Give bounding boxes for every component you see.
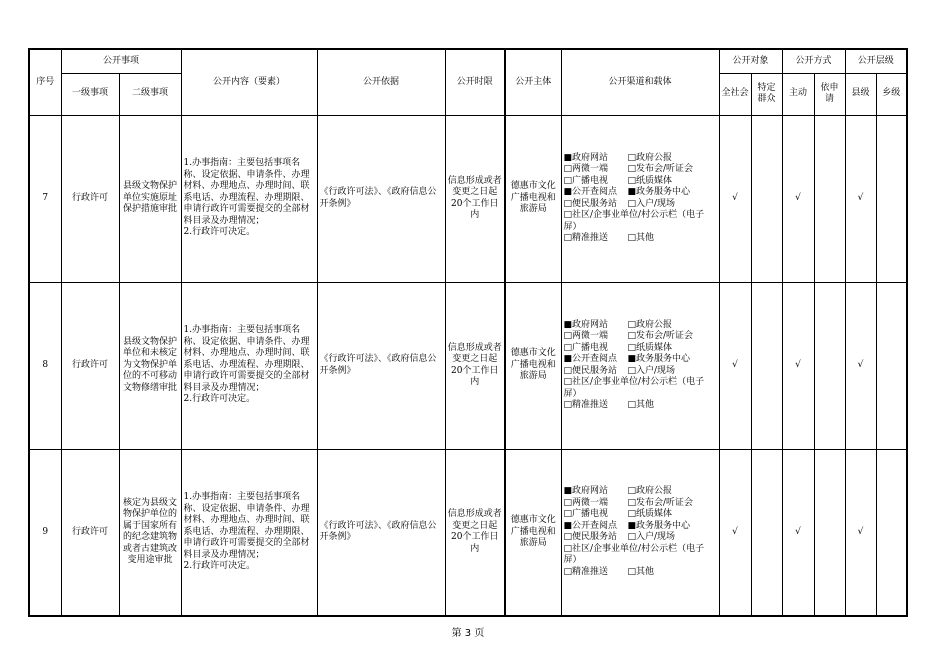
channel-item: □入户/现场 (627, 198, 676, 209)
channel-item: □其他 (627, 233, 655, 243)
row-subject: 德惠市文化广播电视和旅游局 (505, 449, 561, 616)
header-level2: 二级事项 (119, 73, 181, 115)
row-content: 1.办事指南：主要包括事项名称、设定依据、申请条件、办理材料、办理地点、办理时间、联系电话、办理流程、办理期限、申请行政许可需要提交的全部材料目录及办理情况； 2.行政许可决定。 (181, 282, 317, 449)
channel-item: □社区/企事业单位/村公示栏（电子屏） (563, 377, 705, 399)
channel-item: □入户/现场 (627, 532, 676, 543)
channel-list (564, 486, 717, 578)
header-level: 公开层级 (845, 49, 907, 73)
header-subject: 公开主体 (505, 49, 561, 115)
row-time: 信息形成或者变更之日起20个工作日内 (445, 115, 505, 282)
header-mode-active: 主动 (782, 73, 814, 115)
row-level-county: √ (845, 282, 876, 449)
header-items: 公开事项 (61, 49, 181, 73)
row-target-all: √ (719, 282, 751, 449)
channel-item: □政府公报 (627, 486, 673, 497)
header-mode-apply: 依申请 (814, 73, 845, 115)
channel-item: □社区/企事业单位/村公示栏（电子屏） (563, 543, 705, 566)
channel-item: ■公开查阅点 (563, 354, 618, 364)
channel-item: □便民服务站 (563, 365, 618, 376)
row-level-town (876, 115, 907, 282)
row-time: 信息形成或者变更之日起20个工作日内 (445, 449, 505, 616)
header-target-all: 全社会 (719, 73, 751, 115)
channel-item: □广播电视 (563, 175, 609, 186)
channel-item: □发布会/听证会 (627, 164, 694, 174)
row-mode-active: √ (782, 115, 814, 282)
table-row (29, 282, 907, 449)
row-seq: 7 (29, 115, 61, 282)
channel-list (564, 320, 717, 412)
channel-item: □便民服务站 (563, 532, 618, 543)
header-channels: 公开渠道和载体 (561, 49, 719, 115)
row-basis: 《行政许可法》、《政府信息公开条例》 (317, 282, 445, 449)
disclosure-table (28, 48, 908, 617)
row-content: 1.办事指南：主要包括事项名称、设定依据、申请条件、办理材料、办理地点、办理时间、联系电话、办理流程、办理期限、申请行政许可需要提交的全部材料目录及办理情况； 2.行政许可决定。 (181, 449, 317, 616)
table-row (29, 449, 907, 616)
channel-item: □广播电视 (563, 509, 609, 520)
row-channels (561, 282, 719, 449)
row-mode-active: √ (782, 449, 814, 616)
header-level1: 一级事项 (61, 73, 119, 115)
header-seq: 序号 (29, 49, 61, 115)
row-mode-active: √ (782, 282, 814, 449)
row-target-specific (751, 115, 782, 282)
channel-item: □其他 (627, 400, 655, 410)
row-level2: 核定为县级文物保护单位的属于国家所有的纪念建筑物或者古建筑改变用途审批 (119, 449, 181, 616)
channel-item: ■公开查阅点 (563, 520, 618, 531)
row-mode-apply (814, 449, 845, 616)
channel-item: □纸质媒体 (627, 342, 673, 353)
channel-item: □两微一端 (563, 164, 609, 174)
row-level1: 行政许可 (61, 449, 119, 616)
row-level1: 行政许可 (61, 115, 119, 282)
channel-item: □其他 (627, 566, 655, 577)
row-level2: 县级文物保护单位和未核定为文物保护单位的不可移动文物修缮审批 (119, 282, 181, 449)
row-target-specific (751, 449, 782, 616)
header-basis: 公开依据 (317, 49, 445, 115)
row-target-all: √ (719, 115, 751, 282)
channel-item: ■公开查阅点 (563, 187, 618, 197)
channel-item: □纸质媒体 (627, 175, 673, 186)
row-mode-apply (814, 282, 845, 449)
row-level-county: √ (845, 115, 876, 282)
channel-item: ■政务服务中心 (627, 520, 691, 531)
channel-item: □政府公报 (627, 319, 673, 330)
row-level2: 县级文物保护单位实施原址保护措施审批 (119, 115, 181, 282)
channel-item: □精准推送 (563, 233, 609, 243)
row-target-all: √ (719, 449, 751, 616)
row-seq: 8 (29, 282, 61, 449)
header-content: 公开内容（要素） (181, 49, 317, 115)
channel-item: □广播电视 (563, 342, 609, 353)
header-mode: 公开方式 (782, 49, 845, 73)
channel-item: □入户/现场 (627, 365, 676, 376)
row-channels (561, 449, 719, 616)
header-level-county: 县级 (845, 73, 876, 115)
row-target-specific (751, 282, 782, 449)
channel-item: ■政务服务中心 (627, 187, 691, 197)
row-level-town (876, 449, 907, 616)
channel-item: ■政府网站 (563, 152, 609, 163)
row-channels (561, 115, 719, 282)
channel-item: □便民服务站 (563, 198, 618, 209)
header-target: 公开对象 (719, 49, 782, 73)
channel-item: □社区/企事业单位/村公示栏（电子屏） (563, 210, 705, 232)
row-level-town (876, 282, 907, 449)
channel-item: ■政务服务中心 (627, 354, 691, 364)
channel-item: □两微一端 (563, 331, 609, 341)
row-subject: 德惠市文化广播电视和旅游局 (505, 282, 561, 449)
channel-item: ■政府网站 (563, 486, 609, 497)
channel-item: □两微一端 (563, 497, 609, 508)
row-subject: 德惠市文化广播电视和旅游局 (505, 115, 561, 282)
row-basis: 《行政许可法》、《政府信息公开条例》 (317, 449, 445, 616)
channel-item: □纸质媒体 (627, 509, 673, 520)
channel-item: □发布会/听证会 (627, 331, 694, 341)
table-row (29, 115, 907, 282)
row-level1: 行政许可 (61, 282, 119, 449)
channel-list (564, 153, 717, 245)
header-target-specific: 特定群众 (751, 73, 782, 115)
page-number: 第 3 页 (451, 628, 485, 639)
row-basis: 《行政许可法》、《政府信息公开条例》 (317, 115, 445, 282)
row-level-county: √ (845, 449, 876, 616)
channel-item: □政府公报 (627, 152, 673, 163)
channel-item: □精准推送 (563, 566, 609, 577)
header-level-town: 乡级 (876, 73, 907, 115)
header-time: 公开时限 (445, 49, 505, 115)
row-mode-apply (814, 115, 845, 282)
channel-item: □精准推送 (563, 400, 609, 410)
row-time: 信息形成或者变更之日起20个工作日内 (445, 282, 505, 449)
row-seq: 9 (29, 449, 61, 616)
channel-item: ■政府网站 (563, 319, 609, 330)
row-content: 1.办事指南：主要包括事项名称、设定依据、申请条件、办理材料、办理地点、办理时间、联系电话、办理流程、办理期限、申请行政许可需要提交的全部材料目录及办理情况； 2.行政许可决定。 (181, 115, 317, 282)
channel-item: □发布会/听证会 (627, 497, 694, 508)
